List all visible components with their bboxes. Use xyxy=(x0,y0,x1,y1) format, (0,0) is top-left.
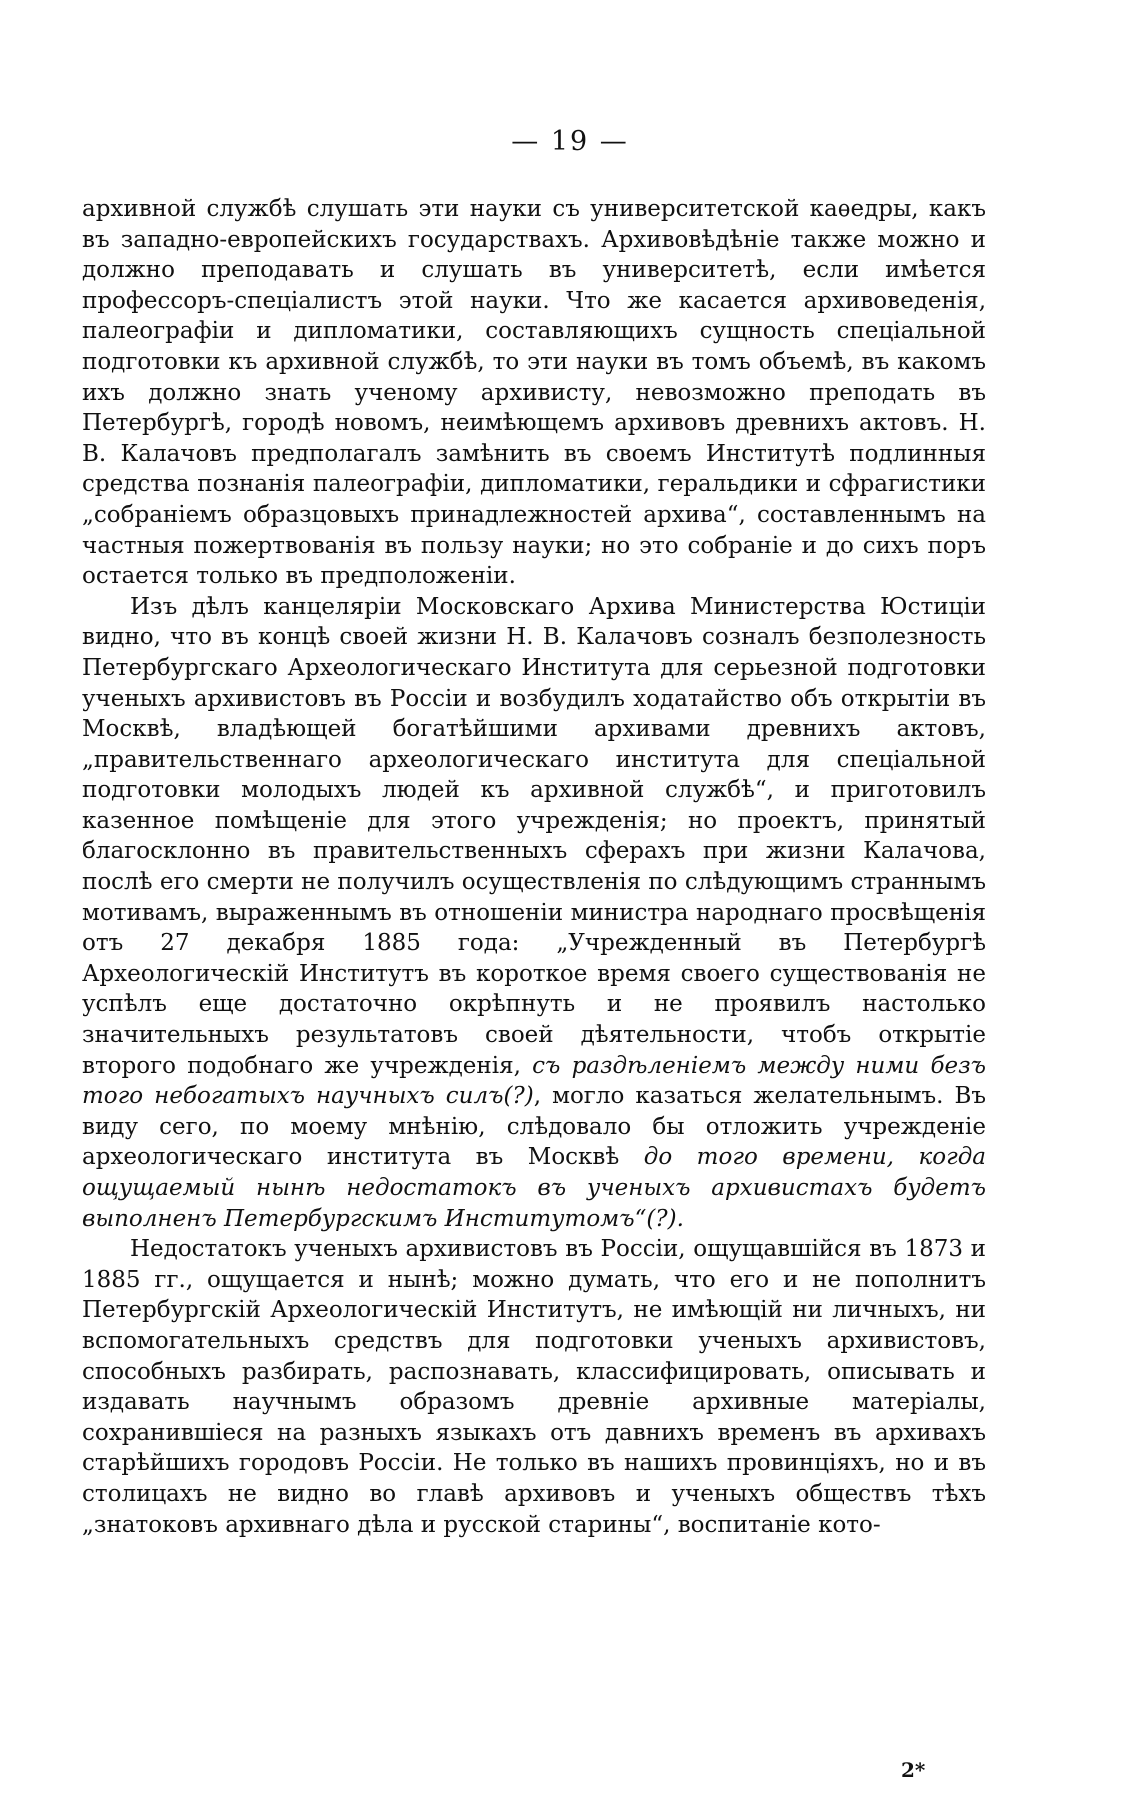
paragraph-3-text: Недостатокъ ученыхъ архивистовъ въ Россіи, ощущавшійся въ 1873 и 1885 гг., ощущается и нынѣ; можно думать, что его и не пополнитъ Петербургскій Археологическій Институтъ, не имѣющій ни личныхъ, ни вспомогательныхъ средствъ для подготовки ученыхъ архивистовъ, способныхъ разбирать, распознавать, классифицировать, описывать и издавать научнымъ образомъ древніе архивные матеріалы, сохранившіеся на разныхъ языкахъ отъ давнихъ временъ въ архивахъ старѣйшихъ городовъ Россіи. Не только въ нашихъ провинціяхъ, но и въ столицахъ не видно во главѣ архивовъ и ученыхъ обществъ тѣхъ „знатоковъ архивнаго дѣла и русской старины“, воспитаніе кото- xyxy=(82,1236,986,1538)
paragraph-2-italic-b: до того времени, когда ощущаемый нынѣ недостатокъ въ ученыхъ архивистахъ будетъ выполненъ Петербургскимъ Институтомъ“(?). xyxy=(82,1144,986,1232)
page-body xyxy=(82,194,986,1540)
paragraph-1 xyxy=(82,194,986,592)
paragraph-2 xyxy=(82,592,986,1234)
paragraph-2-italic-a: съ раздѣленіемъ между ними безъ того небогатыхъ научныхъ силъ(?) xyxy=(82,1052,986,1110)
paragraph-2-text-a: Изъ дѣлъ канцеляріи Московскаго Архива Министерства Юстиціи видно, что въ концѣ своей жизни Н. В. Калачовъ созналъ безполезность Петербургскаго Археологическаго Института для серьезной подготовки ученыхъ архивистовъ въ Россіи и возбудилъ ходатайство объ открытіи въ Москвѣ, владѣющей богатѣйшими архивами древнихъ актовъ, „правительственнаго археологическаго института для спеціальной подготовки молодыхъ людей къ архивной службѣ“, и приготовилъ казенное помѣщеніе для этого учрежденія; но проектъ, принятый благосклонно въ правительственныхъ сферахъ при жизни Калачова, послѣ его смерти не получилъ осуществленія по слѣдующимъ страннымъ мотивамъ, выраженнымъ въ отношеніи министра народнаго просвѣщенія отъ 27 декабря 1885 года: „Учрежденный въ Петербургѣ Археологическій Институтъ въ короткое время своего существованія не успѣлъ еще достаточно окрѣпнуть и не проявилъ настолько значительныхъ результатовъ своей дѣятельности, чтобъ открытіе второго подобнаго же учрежденія, xyxy=(82,593,986,1079)
signature-mark: 2* xyxy=(901,1758,926,1782)
paragraph-3 xyxy=(82,1234,986,1540)
paragraph-1-text: архивной службѣ слушать эти науки съ университетской каѳедры, какъ въ западно-европейскихъ государствахъ. Архивовѣдѣніе также можно и должно преподавать и слушать въ университетѣ, если имѣется профессоръ-спеціалистъ этой науки. Что же касается архивоведенія, палеографіи и дипломатики, составляющихъ сущность спеціальной подготовки къ архивной службѣ, то эти науки въ томъ объемѣ, въ какомъ ихъ должно знать ученому архивисту, невозможно преподать въ Петербургѣ, городѣ новомъ, неимѣющемъ архивовъ древнихъ актовъ. Н. В. Калачовъ предполагалъ замѣнить въ своемъ Институтѣ подлинныя средства познанія палеографіи, дипломатики, геральдики и сфрагистики „собраніемъ образцовыхъ принадлежностей архива“, составленнымъ на частныя пожертвованія въ пользу науки; но это собраніе и до сихъ поръ остается только въ предположеніи. xyxy=(82,196,986,590)
paragraph-2-text-b: , могло казаться желательнымъ. Въ виду сего, по моему мнѣнію, слѣдовало бы отложить учрежденіе археологическаго института въ Москвѣ xyxy=(82,1083,986,1171)
page-number: — 19 — xyxy=(511,126,629,157)
